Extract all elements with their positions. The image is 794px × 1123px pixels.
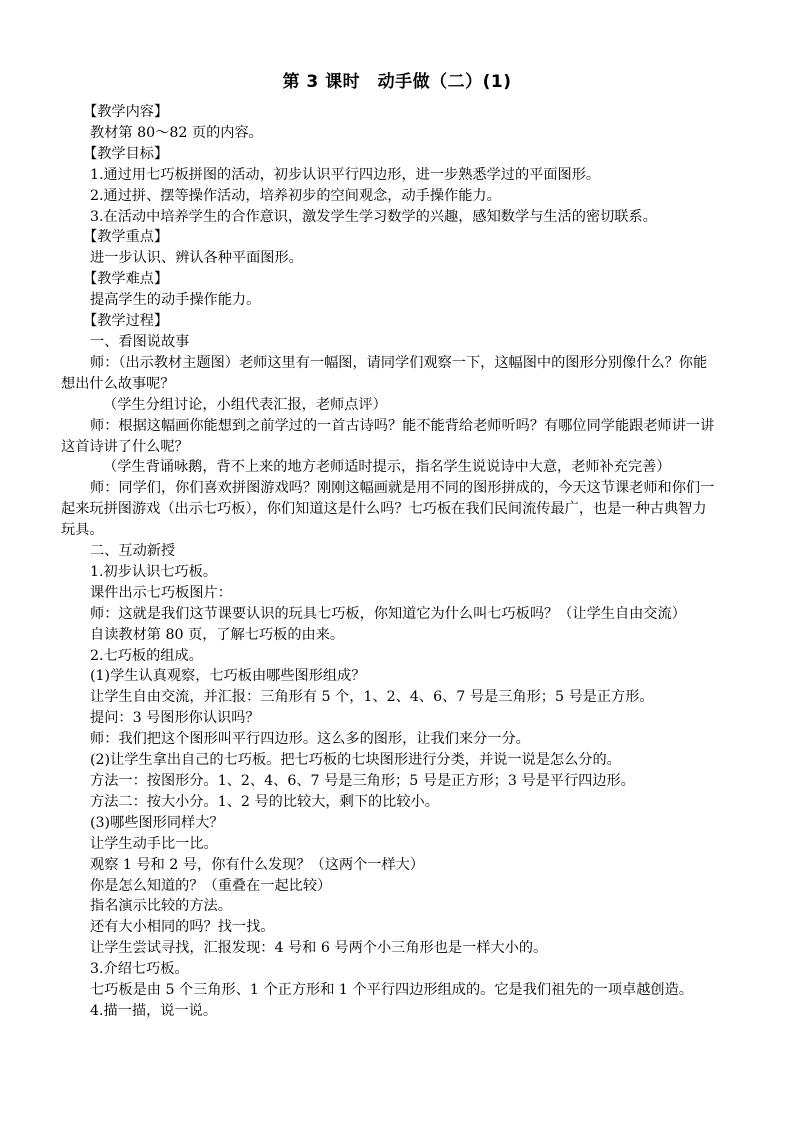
paragraph: (3)哪些图形同样大？ xyxy=(90,814,224,831)
paragraph: 让学生尝试寻找，汇报发现：4 号和 6 号两个小三角形也是一样大小的。 xyxy=(90,940,548,957)
paragraph: 师：根据这幅画你能想到之前学过的一首古诗吗？能不能背给老师听吗？有哪位同学能跟老师讲一讲这首诗讲了什么呢？ xyxy=(61,417,715,455)
paragraph: 1.通过用七巧板拼图的活动，初步认识平行四边形，进一步熟悉学过的平面图形。 xyxy=(90,166,601,183)
paragraph: 方法一：按图形分。1、2、4、6、7 号是三角形；5 号是正方形；3 号是平行四边形。 xyxy=(90,773,635,789)
section-heading-objectives: 【教学目标】 xyxy=(83,145,169,162)
paragraph: 师：（出示教材主题图）老师这里有一幅图，请同学们观察一下，这幅图中的图形分别像什么？你能想出什么故事呢？ xyxy=(61,354,708,392)
subheading: 二、互动新授 xyxy=(90,543,176,560)
paragraph: 师：这就是我们这节课要认识的玩具七巧板，你知道它为什么叫七巧板吗？（让学生自由交流） xyxy=(90,605,686,622)
paragraph: 让学生自由交流，并汇报：三角形有 5 个，1、2、4、6、7 号是三角形；5 号是正方形。 xyxy=(90,689,654,706)
lesson-title: 第 3 课时 动手做（二）(1) xyxy=(282,72,512,92)
paragraph: 师：同学们，你们喜欢拼图游戏吗？刚刚这幅画就是用不同的图形拼成的，今天这节课老师和你们一起来玩拼图游戏（出示七巧板），你们知道这是什么吗？七巧板在我们民间流传最广，也是一种古典智力玩具。 xyxy=(61,480,715,539)
paragraph: 3.在活动中培养学生的合作意识，激发学生学习数学的兴趣，感知数学与生活的密切联系。 xyxy=(90,208,657,225)
paragraph: 方法二：按大小分。1、2 号的比较大，剩下的比较小。 xyxy=(90,793,439,810)
paragraph: 师：我们把这个图形叫平行四边形。这么多的图形，让我们来分一分。 xyxy=(90,731,530,748)
paragraph: 提高学生的动手操作能力。 xyxy=(90,292,261,309)
paragraph: (2)让学生拿出自己的七巧板。把七巧板的七块图形进行分类，并说一说是怎么分的。 xyxy=(90,752,621,769)
section-heading-difficulties: 【教学难点】 xyxy=(83,271,169,288)
paragraph: 课件出示七巧板图片： xyxy=(90,584,232,601)
paragraph: 进一步认识、辨认各种平面图形。 xyxy=(90,250,303,267)
section-heading-key-points: 【教学重点】 xyxy=(83,229,169,246)
paragraph: 提问：3 号图形你认识吗？ xyxy=(90,710,260,727)
paragraph: 教材第 80～82 页的内容。 xyxy=(90,124,263,141)
section-heading-content: 【教学内容】 xyxy=(83,104,169,120)
paragraph: 3.介绍七巧板。 xyxy=(90,961,189,978)
paragraph: 指名演示比较的方法。 xyxy=(90,898,232,915)
paragraph: 2.通过拼、摆等操作活动，培养初步的空间观念，动手操作能力。 xyxy=(90,187,501,204)
paragraph: (1)学生认真观察，七巧板由哪些图形组成？ xyxy=(90,668,366,685)
paragraph: 观察 1 号和 2 号，你有什么发现？（这两个一样大） xyxy=(90,856,425,873)
section-heading-process: 【教学过程】 xyxy=(83,313,169,330)
paragraph: 七巧板是由 5 个三角形、1 个正方形和 1 个平行四边形组成的。它是我们祖先的一项卓越创造。 xyxy=(90,982,693,999)
paragraph: 2.七巧板的组成。 xyxy=(90,647,203,664)
paragraph: 你是怎么知道的？（重叠在一起比较） xyxy=(90,877,332,894)
subheading: 一、看图说故事 xyxy=(90,333,190,350)
paragraph: 让学生动手比一比。 xyxy=(90,835,218,852)
paragraph: 4.描一描，说一说。 xyxy=(90,1002,218,1019)
paragraph: 1.初步认识七巧板。 xyxy=(90,563,218,580)
paragraph: （学生分组讨论，小组代表汇报，老师点评） xyxy=(103,396,387,413)
paragraph: 还有大小相同的吗？找一找。 xyxy=(90,919,275,936)
paragraph: （学生背诵咏鹅，背不上来的地方老师适时提示，指名学生说说诗中大意，老师补充完善） xyxy=(103,459,671,476)
paragraph: 自读教材第 80 页，了解七巧板的由来。 xyxy=(90,626,345,643)
lesson-body xyxy=(61,102,716,1022)
